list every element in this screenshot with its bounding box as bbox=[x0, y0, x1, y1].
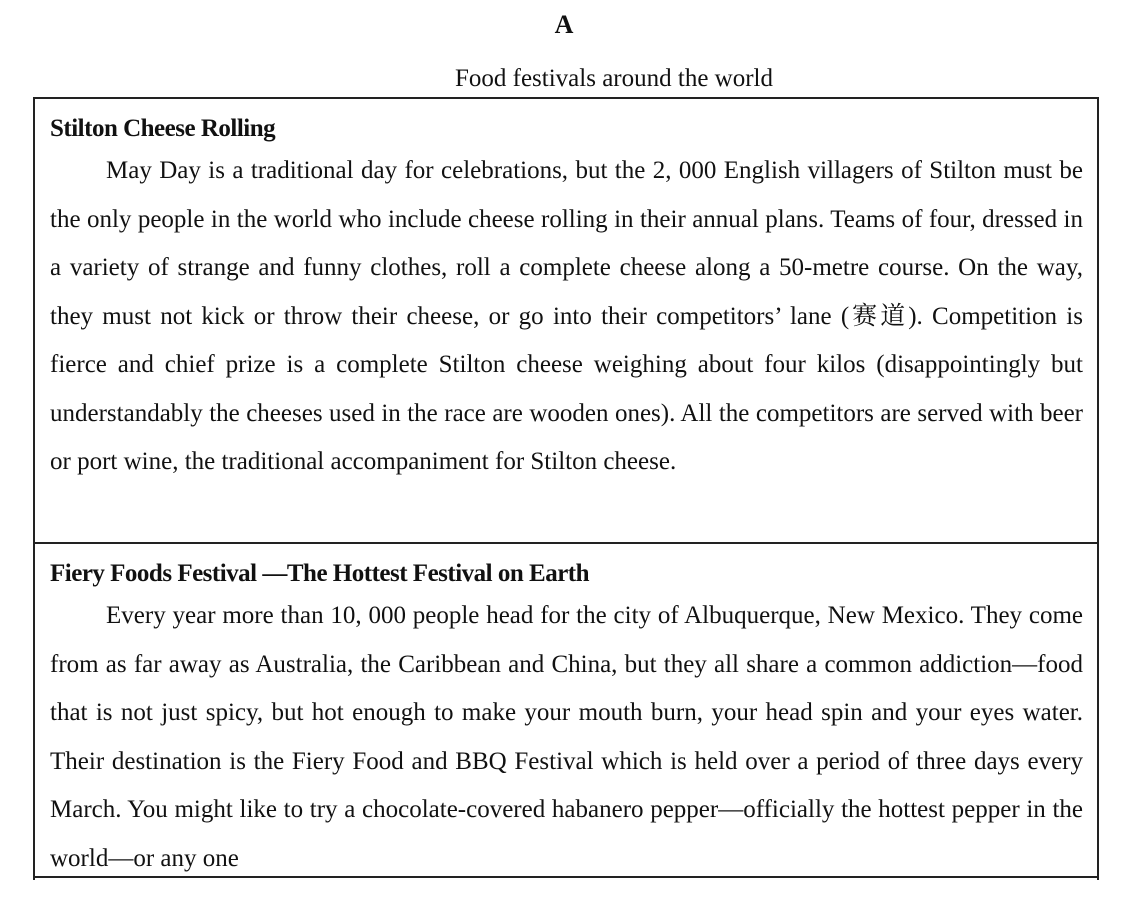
section-body: May Day is a traditional day for celebrations, but the 2, 000 English villagers of Stilton must be the only people in the world who include cheese rolling in their annual plans. Teams of four, dressed in a variety of strange and funny clothes, roll a complete cheese along a 50-metre course. On the way, they must not kick or throw their cheese, or go into their competitors’ lane (赛道). Competition is fierce and chief prize is a complete Stilton cheese weighing about four kilos (disappointingly but understandably the cheeses used in the race are wooden ones). All the competitors are served with beer or port wine, the traditional accompaniment for Stilton cheese. bbox=[50, 157, 1083, 475]
festival-cell-stilton bbox=[35, 99, 1097, 542]
section-letter: A bbox=[554, 10, 574, 39]
festival-table bbox=[33, 97, 1099, 880]
festival-cell-fiery-foods bbox=[35, 542, 1097, 880]
section-body: Every year more than 10, 000 people head for the city of Albuquerque, New Mexico. They come from as far away as Australia, the Caribbean and China, but they all share a common addiction—food that is not just spicy, but hot enough to make your mouth burn, your head spin and your eyes water. Their destination is the Fiery Food and BBQ Festival which is held over a period of three days every March. You might like to try a chocolate-covered habanero pepper—officially the hottest pepper in the world—or any one bbox=[50, 602, 1083, 872]
table-bottom-border bbox=[33, 876, 1099, 878]
section-heading: Stilton Cheese Rolling bbox=[50, 115, 276, 142]
page-title: Food festivals around the world bbox=[454, 65, 773, 92]
section-heading: Fiery Foods Festival —The Hottest Festival on Earth bbox=[50, 560, 590, 587]
